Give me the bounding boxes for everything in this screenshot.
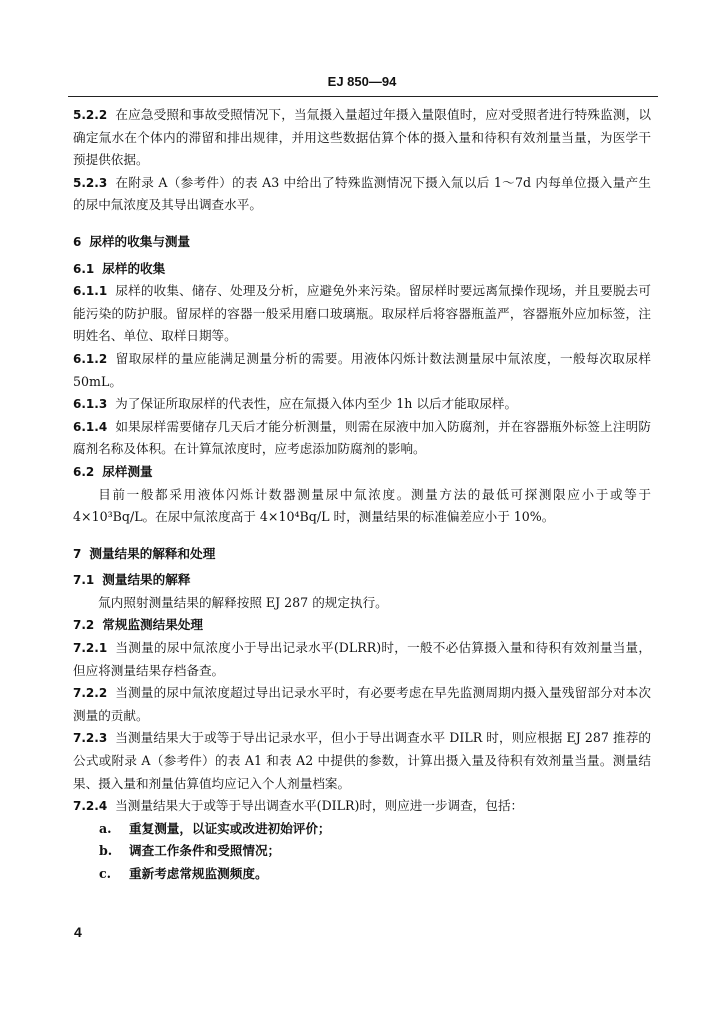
clause-number: 6.1.1 [73, 284, 108, 299]
clause-text: 当测量结果大于或等于导出调查水平(DILR)时，则应进一步调查，包括： [115, 798, 524, 814]
clause-number: 6.1.2 [73, 351, 108, 366]
clause-number: 5.2.3 [73, 175, 108, 190]
section-number: 7.1 [73, 573, 95, 588]
list-letter: b. [99, 843, 113, 859]
clause-text: 在应急受照和事故受照情况下，当氚摄入量超过年摄入量限值时，应对受照者进行特殊监测，以确定氚水在个体内的滞留和排出规律，并用这些数据估算个体的摄入量和待积有效剂量当量，为医学干预提供依据。 [73, 107, 651, 168]
para-7-2-1 [73, 637, 651, 682]
page-content [73, 104, 651, 886]
para-5-2-2 [73, 104, 651, 172]
header-rule [68, 96, 658, 97]
list-text: 重复测量，以证实或改进初始评价； [129, 820, 331, 836]
page-number: 4 [74, 924, 82, 940]
clause-text: 当测量的尿中氚浓度超过导出记录水平时，有必要考虑在早先监测周期内摄入量残留部分对本次测量的贡献。 [73, 685, 651, 723]
section-6-2-heading [73, 461, 651, 484]
list-item [99, 840, 651, 863]
clause-text: 尿样的收集、储存、处理及分析，应避免外来污染。留尿样时要远离氚操作现场，并且要脱去可能污染的防护服。留尿样的容器一般采用磨口玻璃瓶。取尿样后将容器瓶盖严，容器瓶外应加标签，注明姓名、单位、取样日期等。 [73, 283, 651, 344]
document-code-header: EJ 850—94 [327, 74, 397, 89]
clause-number: 5.2.2 [73, 108, 108, 122]
clause-number: 6.1.3 [73, 397, 108, 412]
section-title: 尿样的收集 [102, 260, 166, 276]
clause-number: 7.2.1 [73, 641, 108, 656]
para-6-1-1 [73, 280, 651, 348]
para-6-1-2 [73, 348, 651, 393]
para-7-2-4 [73, 795, 651, 818]
para-6-2: 目前一般都采用液体闪烁计数器测量尿中氚浓度。测量方法的最低可探测限应小于或等于 4×10³Bq/L。在尿中氚浓度高于 4×10⁴Bq/L 时，测量结果的标准偏差应小于 10%。 [73, 486, 651, 525]
para-7-2-2 [73, 682, 651, 727]
list-letter: a. [99, 820, 112, 836]
list-text: 重新考虑常规监测频度。 [129, 866, 268, 881]
section-number: 7.2 [73, 618, 95, 633]
para-5-2-3 [73, 172, 651, 217]
section-number: 6.1 [73, 261, 95, 276]
clause-text: 当测量结果大于或等于导出记录水平，但小于导出调查水平 DILR 时，则应根据 EJ 287 推荐的公式或附录 A（参考件）的表 A1 和表 A2 中提供的参数，计算出摄入量及待积有效剂量当量。测量结果、摄入量和剂量估算值均应记入个人剂量档案。 [73, 730, 651, 791]
section-7-heading [73, 543, 651, 566]
para-6-1-3 [73, 393, 651, 416]
list-item [99, 818, 651, 841]
clause-text: 在附录 A（参考件）的表 A3 中给出了特殊监测情况下摄入氚以后 1～7d 内每单位摄入量产生的尿中氚浓度及其导出调查水平。 [73, 174, 651, 213]
section-6-heading [73, 231, 651, 254]
section-title: 尿样测量 [102, 463, 153, 479]
clause-number: 7.2.2 [73, 686, 108, 701]
section-6-1-heading [73, 258, 651, 281]
section-title: 测量结果的解释 [102, 572, 191, 588]
section-number: 6.2 [73, 464, 95, 479]
section-title: 测量结果的解释和处理 [89, 545, 216, 561]
list-letter: c. [99, 866, 112, 881]
clause-number: 7.2.3 [73, 731, 108, 746]
para-7-1: 氚内照射测量结果的解释按照 EJ 287 的规定执行。 [98, 594, 388, 610]
section-title: 常规监测结果处理 [102, 617, 204, 633]
clause-text: 当测量的尿中氚浓度小于导出记录水平(DLRR)时，一般不必估算摄入量和待积有效剂量当量，但应将测量结果存档备查。 [73, 640, 651, 678]
section-number: 6 [73, 234, 82, 249]
section-7-2-heading [73, 614, 651, 637]
clause-text: 如果尿样需要储存几天后才能分析测量，则需在尿液中加入防腐剂，并在容器瓶外标签上注明防腐剂名称及体积。在计算氚浓度时，应考虑添加防腐剂的影响。 [73, 418, 651, 457]
clause-text: 为了保证所取尿样的代表性，应在氚摄入体内至少 1h 以后才能取尿样。 [115, 396, 518, 412]
list-text: 调查工作条件和受照情况； [129, 843, 281, 859]
section-number: 7 [73, 546, 82, 561]
para-7-2-3 [73, 727, 651, 795]
section-7-1-heading [73, 569, 651, 592]
list-item [99, 863, 651, 886]
para-6-1-4 [73, 416, 651, 461]
clause-number: 6.1.4 [73, 419, 108, 434]
clause-text: 留取尿样的量应能满足测量分析的需要。用液体闪烁计数法测量尿中氚浓度，一般每次取尿样 50mL。 [73, 350, 651, 389]
clause-number: 7.2.4 [73, 799, 108, 814]
section-title: 尿样的收集与测量 [89, 233, 191, 249]
